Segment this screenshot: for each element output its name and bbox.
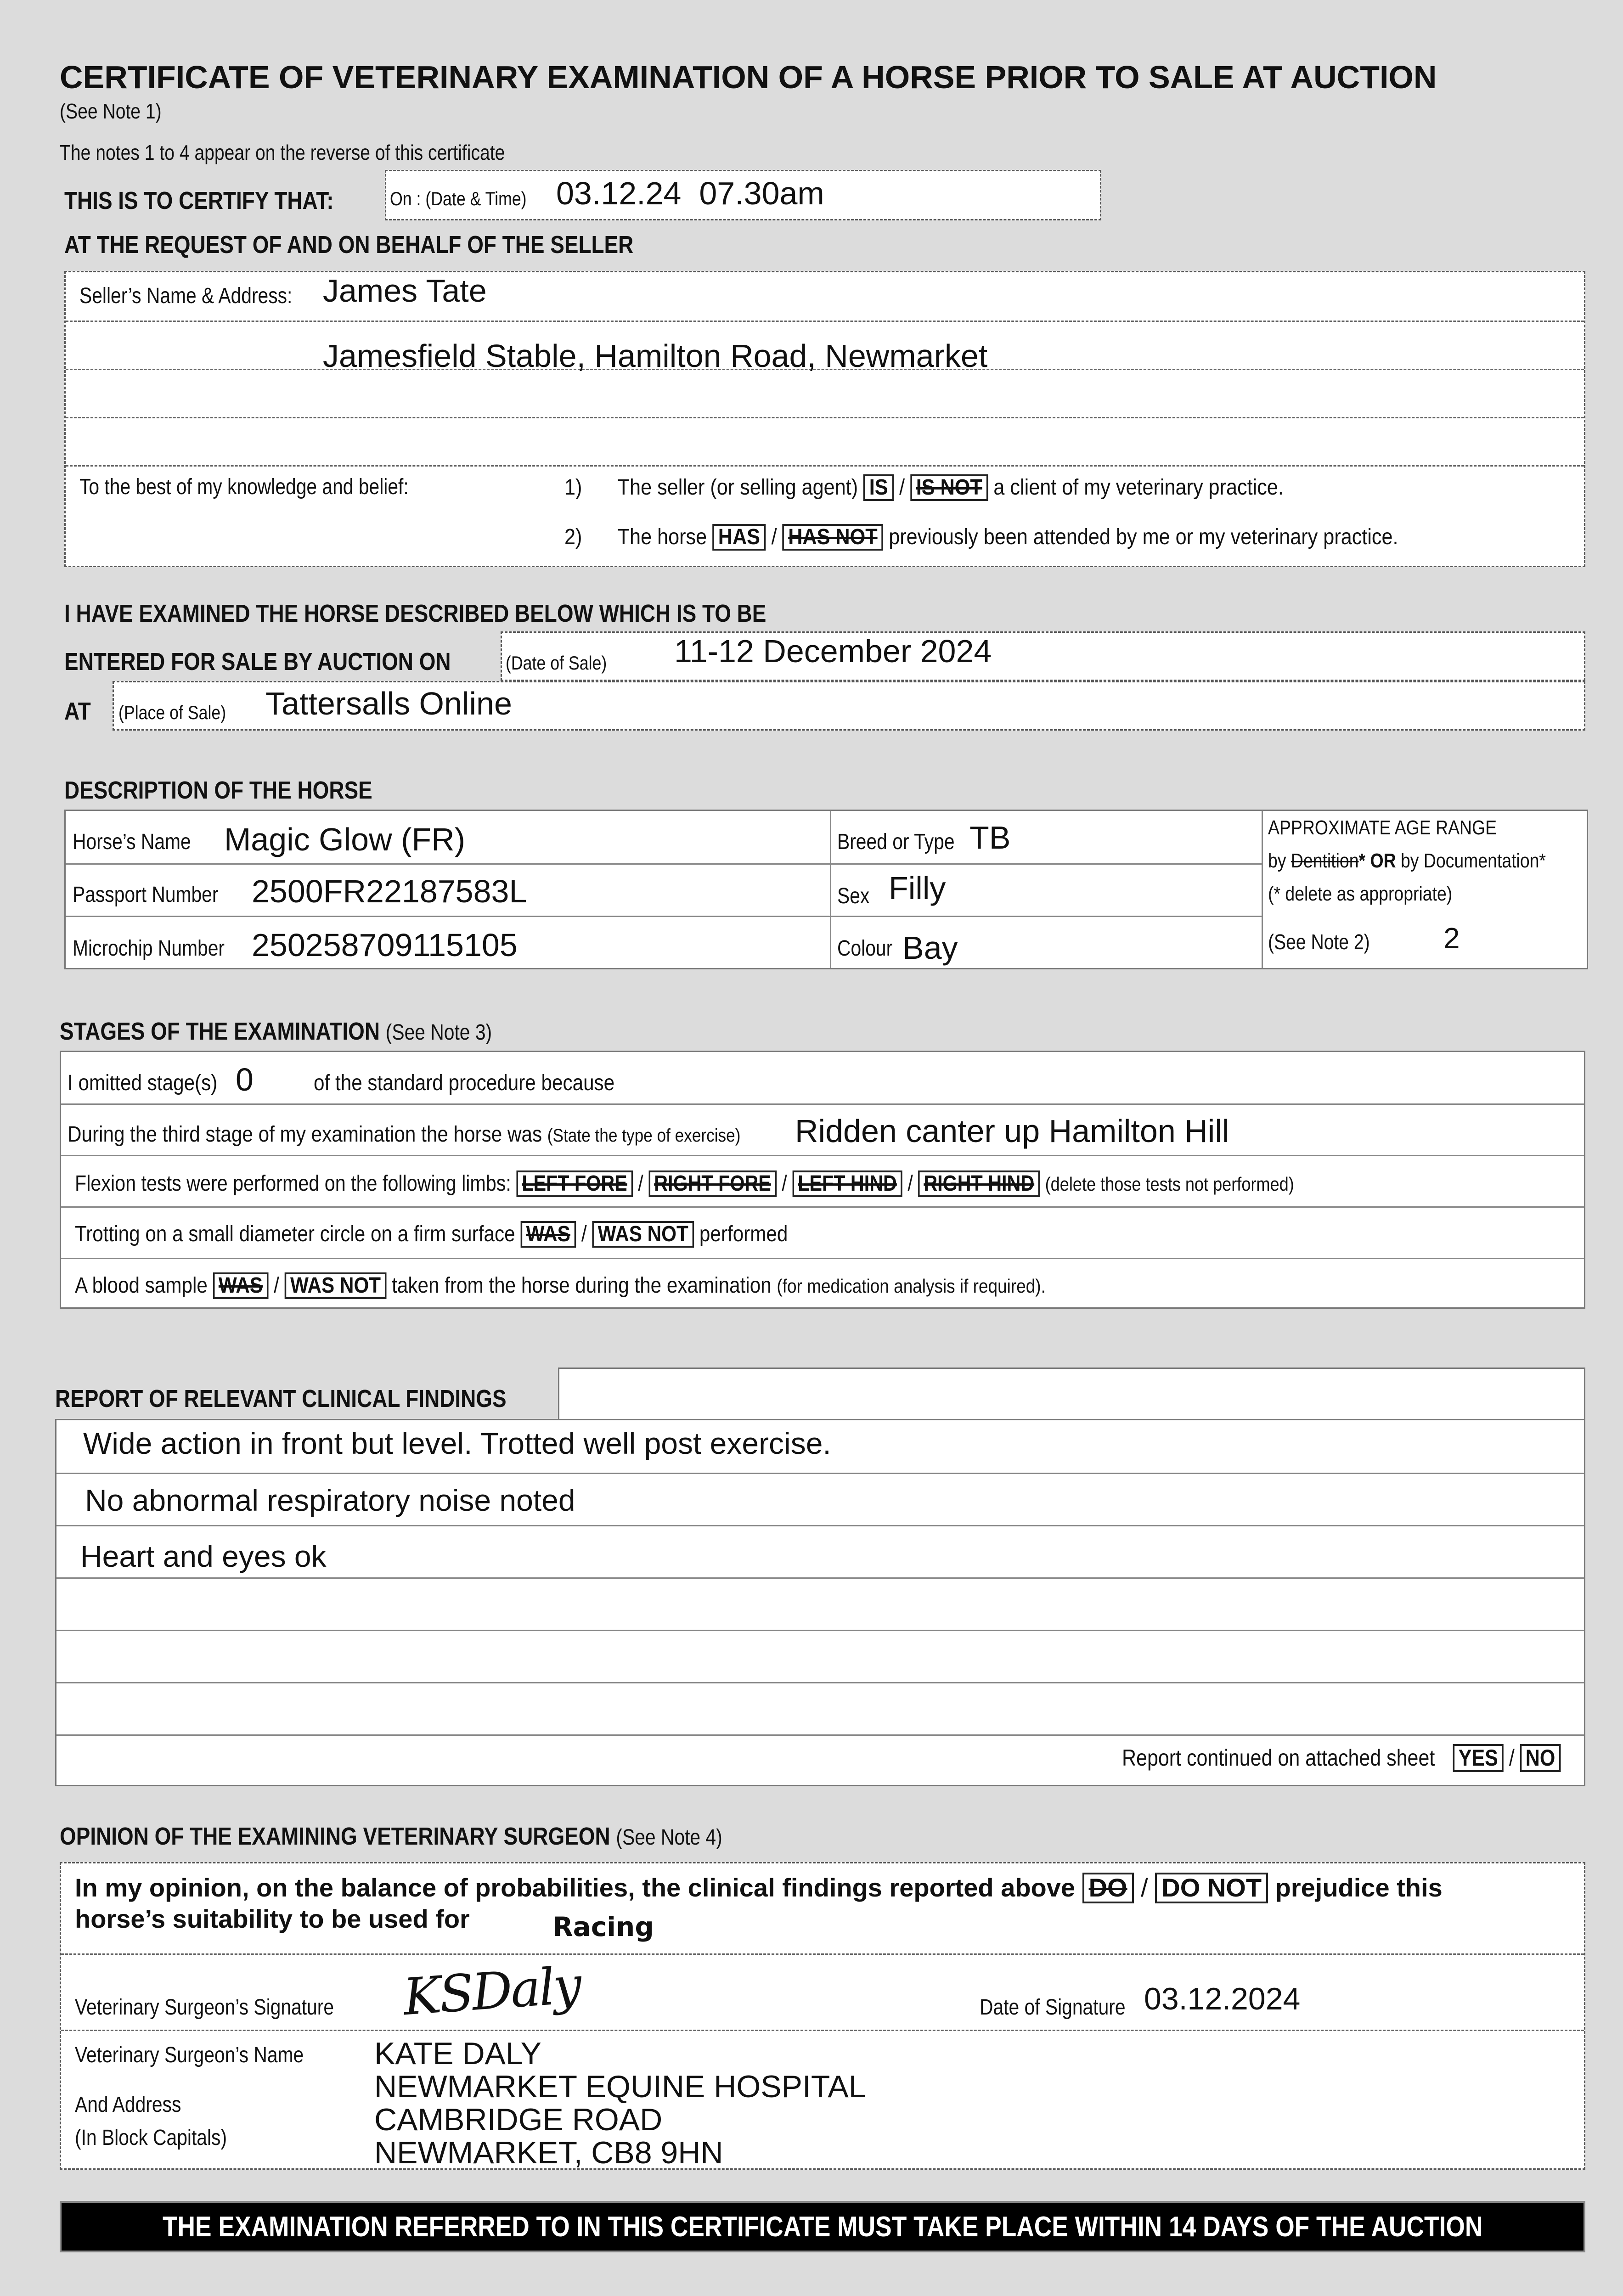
vet-caps-label: (In Block Capitals) — [75, 2126, 227, 2150]
client-is-not-option[interactable]: IS NOT — [910, 474, 988, 501]
stages-heading-text: STAGES OF THE EXAMINATION — [60, 1018, 380, 1045]
omitted-post: of the standard procedure because — [314, 1071, 615, 1095]
statement-2-num: 2) — [564, 525, 582, 549]
signature[interactable]: KSDaly — [401, 1955, 582, 2027]
statement-1 — [564, 474, 1284, 501]
blood-row — [75, 1272, 1046, 1299]
opinion-text-post: prejudice this — [1275, 1873, 1443, 1902]
colour-value[interactable]: Bay — [902, 930, 958, 966]
age-by: by — [1268, 850, 1286, 872]
statement-2-pre: The horse — [617, 525, 707, 549]
trot-label: Trotting on a small diameter circle on a firm surface — [75, 1222, 515, 1246]
report-line-2[interactable]: No abnormal respiratory noise noted — [85, 1483, 575, 1517]
flexion-label: Flexion tests were performed on the following limbs: — [75, 1171, 511, 1196]
horse-name-label: Horse’s Name — [73, 830, 191, 854]
statement-2-sep: / — [771, 525, 777, 549]
date-time-value: 03.12.24 07.30am — [556, 175, 824, 211]
age-value[interactable]: 2 — [1443, 922, 1460, 955]
flexion-sep: / — [907, 1171, 913, 1196]
age-documentation-option[interactable]: by Documentation* — [1400, 850, 1546, 872]
passport-label: Passport Number — [73, 883, 219, 907]
client-is-option[interactable]: IS — [863, 474, 894, 501]
opinion-use-value[interactable]: Racing — [552, 1911, 654, 1942]
stages-table — [60, 1051, 1585, 1309]
seller-name[interactable]: James Tate — [323, 273, 487, 309]
trot-sep: / — [581, 1222, 587, 1246]
report-box — [55, 1419, 1585, 1786]
opinion-do-not-option[interactable]: DO NOT — [1155, 1873, 1268, 1903]
stages-heading — [60, 1017, 492, 1046]
vet-name-line-3: CAMBRIDGE ROAD — [374, 2102, 663, 2137]
third-stage-note: (State the type of exercise) — [547, 1125, 741, 1146]
omitted-label: I omitted stage(s) — [68, 1071, 218, 1095]
statement-1-post: a client of my veterinary practice. — [993, 475, 1284, 500]
passport-value[interactable]: 2500FR22187583L — [252, 873, 527, 909]
entered-label: ENTERED FOR SALE BY AUCTION ON — [64, 648, 451, 675]
examined-line: I HAVE EXAMINED THE HORSE DESCRIBED BELOW WHICH IS TO BE — [64, 600, 766, 627]
sale-place-value: Tattersalls Online — [265, 686, 512, 721]
signature-date-value[interactable]: 03.12.2024 — [1144, 1981, 1301, 2016]
blood-sep: / — [274, 1273, 279, 1298]
opinion-heading-text: OPINION OF THE EXAMINING VETERINARY SURGEON — [60, 1823, 610, 1850]
seller-box — [64, 271, 1585, 567]
at-label: AT — [64, 698, 91, 725]
trot-post: performed — [699, 1222, 788, 1246]
opinion-do-option[interactable]: DO — [1082, 1873, 1134, 1903]
statement-2-post: previously been attended by me or my veterinary practice. — [889, 525, 1398, 549]
report-continued-label: Report continued on attached sheet — [1122, 1745, 1435, 1771]
age-or: * OR — [1358, 850, 1396, 872]
microchip-value[interactable]: 250258709115105 — [252, 927, 518, 963]
footer-banner — [60, 2201, 1585, 2252]
report-heading: REPORT OF RELEVANT CLINICAL FINDINGS — [55, 1385, 507, 1412]
third-stage-value[interactable]: Ridden canter up Hamilton Hill — [795, 1113, 1229, 1149]
vet-name-label: Veterinary Surgeon’s Name — [75, 2043, 304, 2067]
omitted-row — [68, 1070, 217, 1096]
sale-place-label: (Place of Sale) — [118, 702, 226, 723]
opinion-text-line-2: horse’s suitability to be used for — [75, 1904, 470, 1933]
age-delete-note: (* delete as appropriate) — [1268, 883, 1453, 905]
horse-has-option[interactable]: HAS — [712, 524, 766, 551]
vet-name-line-4: NEWMARKET, CB8 9HN — [374, 2135, 723, 2170]
date-time-field[interactable] — [385, 170, 1101, 220]
third-stage-label: During the third stage of my examination the horse was — [68, 1122, 542, 1147]
statement-2 — [564, 524, 1398, 551]
opinion-box — [60, 1862, 1585, 2170]
flexion-left-hind[interactable]: LEFT HIND — [792, 1171, 902, 1197]
report-line-1[interactable]: Wide action in front but level. Trotted well post exercise. — [83, 1426, 831, 1460]
footer-banner-text: THE EXAMINATION REFERRED TO IN THIS CERTIFICATE MUST TAKE PLACE WITHIN 14 DAYS OF THE AUCTION — [162, 2211, 1483, 2243]
microchip-label: Microchip Number — [73, 936, 225, 961]
age-dentition-option[interactable]: Dentition — [1291, 850, 1359, 872]
statement-1-num: 1) — [564, 475, 582, 500]
vet-name-line-2: NEWMARKET EQUINE HOSPITAL — [374, 2069, 866, 2104]
colour-label: Colour — [837, 936, 893, 961]
trot-row — [75, 1221, 788, 1248]
sale-place-field[interactable] — [113, 681, 1585, 731]
notes-line: The notes 1 to 4 appear on the reverse of this certificate — [60, 141, 505, 164]
report-continued — [1122, 1744, 1561, 1772]
vet-name-line-1: KATE DALY — [374, 2036, 542, 2071]
age-method — [1268, 850, 1546, 872]
age-see-note: (See Note 2) — [1268, 930, 1370, 954]
blood-note: (for medication analysis if required). — [777, 1275, 1046, 1297]
statement-1-pre: The seller (or selling agent) — [617, 475, 858, 500]
report-heading-field — [558, 1367, 1585, 1420]
flexion-left-fore[interactable]: LEFT FORE — [516, 1171, 632, 1197]
belief-label: To the best of my knowledge and belief: — [79, 475, 409, 499]
blood-was-not-option[interactable]: WAS NOT — [285, 1272, 387, 1299]
description-heading: DESCRIPTION OF THE HORSE — [64, 777, 372, 804]
vet-address-label: And Address — [75, 2093, 181, 2117]
age-heading: APPROXIMATE AGE RANGE — [1268, 816, 1497, 839]
opinion-text-pre: In my opinion, on the balance of probabilities, the clinical findings reported above — [75, 1873, 1076, 1902]
see-note-1: (See Note 1) — [60, 99, 162, 123]
sale-date-value: 11-12 December 2024 — [674, 633, 992, 669]
flexion-sep: / — [782, 1171, 787, 1196]
request-line: AT THE REQUEST OF AND ON BEHALF OF THE SELLER — [64, 231, 634, 259]
seller-label: Seller’s Name & Address: — [79, 284, 293, 308]
horse-name-value[interactable]: Magic Glow (FR) — [224, 822, 466, 857]
flexion-right-hind[interactable]: RIGHT HIND — [918, 1171, 1040, 1197]
breed-value[interactable]: TB — [969, 820, 1011, 855]
date-time-label: On : (Date & Time) — [390, 188, 527, 209]
flexion-note: (delete those tests not performed) — [1045, 1173, 1294, 1195]
continued-yes-option[interactable]: YES — [1453, 1744, 1504, 1772]
sale-date-label: (Date of Sale) — [506, 652, 607, 674]
third-stage-row — [68, 1122, 740, 1147]
seller-address[interactable]: Jamesfield Stable, Hamilton Road, Newmarket — [323, 338, 988, 374]
statement-1-sep: / — [899, 475, 905, 500]
signature-label: Veterinary Surgeon’s Signature — [75, 1995, 334, 2020]
vet-name-address[interactable] — [374, 2037, 866, 2169]
blood-was-option[interactable]: WAS — [213, 1272, 269, 1299]
certificate-title: CERTIFICATE OF VETERINARY EXAMINATION OF A HORSE PRIOR TO SALE AT AUCTION — [60, 59, 1437, 95]
breed-label: Breed or Type — [837, 830, 955, 854]
horse-has-not-option[interactable]: HAS NOT — [783, 524, 884, 551]
opinion-text-line-1 — [75, 1873, 1443, 1903]
blood-label: A blood sample — [75, 1273, 208, 1298]
flexion-sep: / — [638, 1171, 643, 1196]
trot-was-not-option[interactable]: WAS NOT — [592, 1221, 694, 1248]
report-line-3[interactable]: Heart and eyes ok — [80, 1539, 327, 1573]
stages-heading-note: (See Note 3) — [385, 1020, 492, 1045]
certify-label: THIS IS TO CERTIFY THAT: — [64, 187, 334, 214]
opinion-heading-note: (See Note 4) — [616, 1825, 722, 1850]
continued-sep: / — [1509, 1745, 1515, 1771]
flexion-row — [75, 1171, 1294, 1197]
blood-post: taken from the horse during the examination — [392, 1273, 772, 1298]
trot-was-option[interactable]: WAS — [520, 1221, 576, 1248]
sex-value[interactable]: Filly — [889, 870, 946, 906]
sale-date-field[interactable] — [501, 631, 1585, 681]
opinion-heading — [60, 1822, 722, 1851]
sex-label: Sex — [837, 884, 870, 908]
opinion-sep: / — [1141, 1873, 1148, 1902]
omitted-value[interactable]: 0 — [236, 1062, 254, 1097]
flexion-right-fore[interactable]: RIGHT FORE — [648, 1171, 777, 1197]
signature-date-label: Date of Signature — [980, 1995, 1126, 2020]
continued-no-option[interactable]: NO — [1520, 1744, 1561, 1772]
description-table — [64, 810, 1588, 969]
